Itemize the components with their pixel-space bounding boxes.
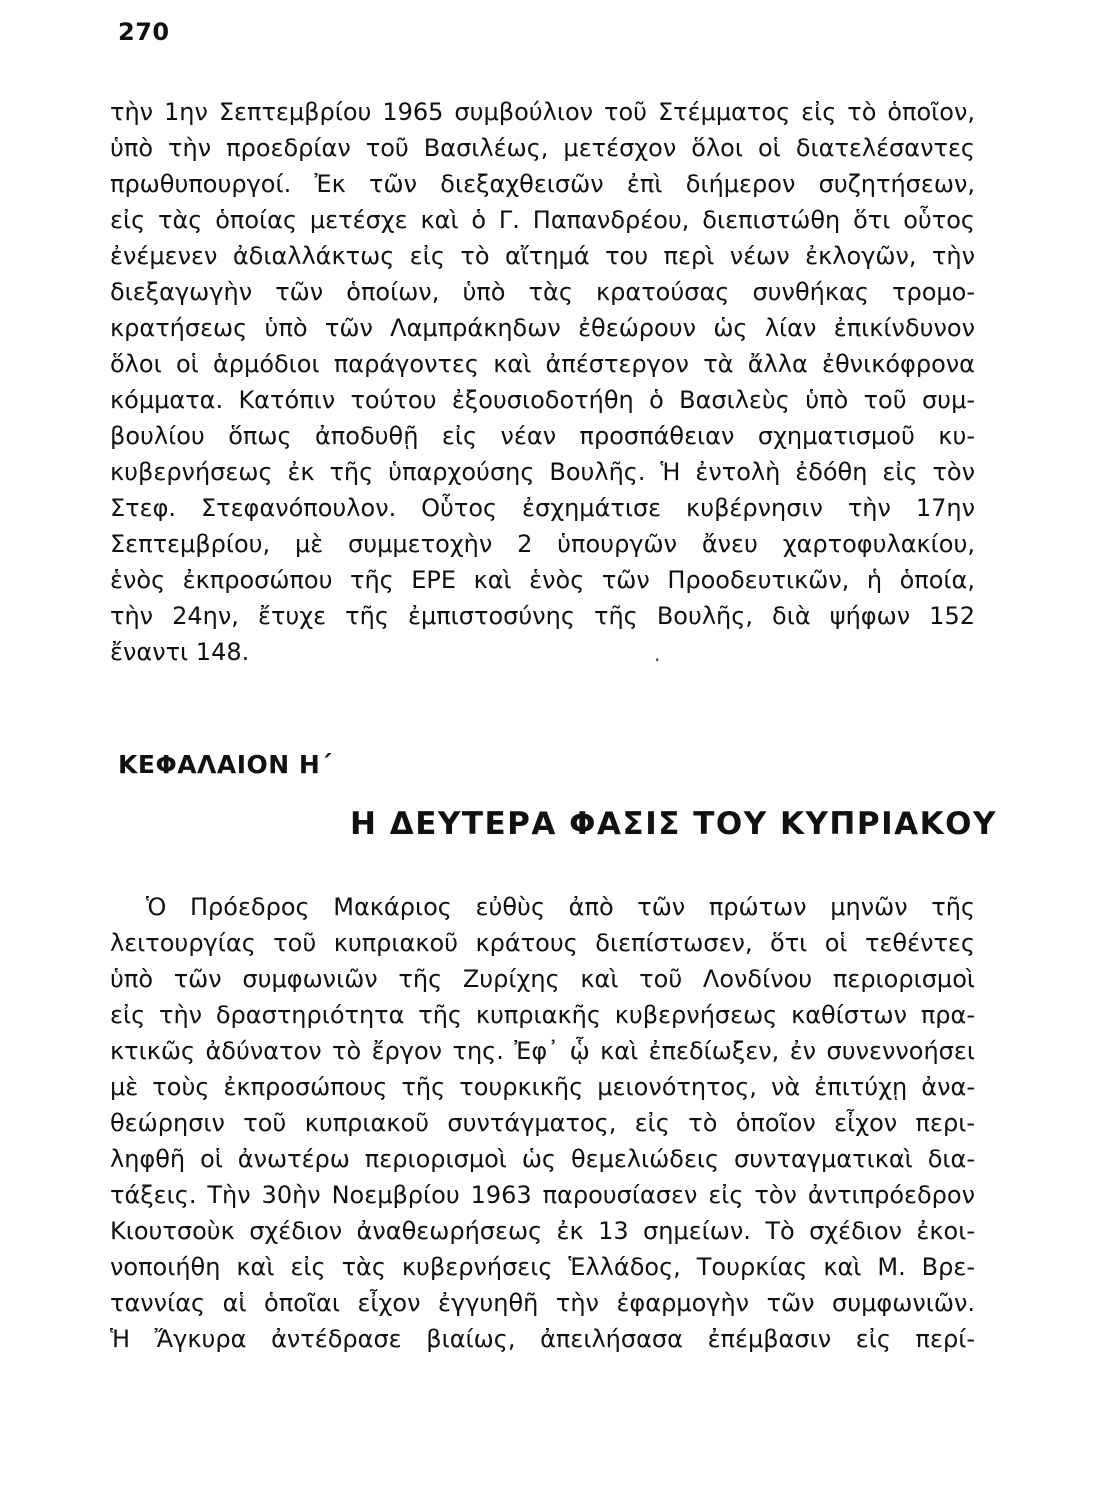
text-line: Σεπτεμβρίου, μὲ συμμετοχὴν 2 ὑπουργῶν ἄνευ χαρτοφυλακίου, xyxy=(110,530,975,558)
text-line: βουλίου ὅπως ἀποδυθῇ εἰς νέαν προσπάθειαν σχηματισμοῦ κυ- xyxy=(110,422,975,450)
text-line: Ἡ Ἄγκυρα ἀντέδρασε βιαίως, ἀπειλήσασα ἐπέμβασιν εἰς περί- xyxy=(110,1325,975,1353)
page-number: 270 xyxy=(118,18,170,46)
text-line: νοποιήθη καὶ εἰς τὰς κυβερνήσεις Ἑλλάδος, Τουρκίας καὶ Μ. Βρε- xyxy=(110,1253,975,1281)
text-line: ληφθῆ οἱ ἀνωτέρω περιορισμοὶ ὡς θεμελιώδεις συνταγματικαὶ δια- xyxy=(110,1145,975,1173)
text-line: πρωθυπουργοί. Ἐκ τῶν διεξαχθεισῶν ἐπὶ διήμερον συζητήσεων, xyxy=(110,170,975,198)
text-line: τάξεις. Τὴν 30ὴν Νοεμβρίου 1963 παρουσίασεν εἰς τὸν ἀντιπρόεδρον xyxy=(110,1181,975,1209)
paragraph-1 xyxy=(110,94,975,670)
text-line: ἑνὸς ἐκπροσώπου τῆς ΕΡΕ καὶ ἑνὸς τῶν Προοδευτικῶν, ἡ ὁποία, xyxy=(110,566,975,594)
text-line: κυβερνήσεως ἐκ τῆς ὑπαρχούσης Βουλῆς. Ἡ ἐντολὴ ἐδόθη εἰς τὸν xyxy=(110,458,975,486)
chapter-title: Η ΔΕΥΤΕΡΑ ΦΑΣΙΣ ΤΟΥ ΚΥΠΡΙΑΚΟΥ xyxy=(350,806,997,842)
text-line: κρατήσεως ὑπὸ τῶν Λαμπράκηδων ἐθεώρουν ὡς λίαν ἐπικίνδυνον xyxy=(110,314,975,342)
chapter-label: ΚΕΦΑΛΑΙΟΝ Η΄ xyxy=(118,750,332,779)
text-line: διεξαγωγὴν τῶν ὁποίων, ὑπὸ τὰς κρατούσας συνθήκας τρομο- xyxy=(110,278,975,306)
text-line: ὑπὸ τῶν συμφωνιῶν τῆς Ζυρίχης καὶ τοῦ Λονδίνου περιορισμοὶ xyxy=(110,965,975,993)
text-line: ὑπὸ τὴν προεδρίαν τοῦ Βασιλέως, μετέσχον ὅλοι οἱ διατελέσαντες xyxy=(110,134,975,162)
text-line: εἰς τὴν δραστηριότητα τῆς κυπριακῆς κυβερνήσεως καθίστων πρα- xyxy=(110,1001,975,1029)
text-line: θεώρησιν τοῦ κυπριακοῦ συντάγματος, εἰς τὸ ὁποῖον εἶχον περι- xyxy=(110,1109,975,1137)
text-line: εἰς τὰς ὁποίας μετέσχε καὶ ὁ Γ. Παπανδρέου, διεπιστώθη ὅτι οὗτος xyxy=(110,206,975,234)
text-line: τὴν 1ην Σεπτεμβρίου 1965 συμβούλιον τοῦ Στέμματος εἰς τὸ ὁποῖον, xyxy=(110,98,975,126)
text-line: ὅλοι οἱ ἁρμόδιοι παράγοντες καὶ ἀπέστεργον τὰ ἄλλα ἐθνικόφρονα xyxy=(110,350,975,378)
stray-dot: · xyxy=(654,648,661,672)
text-line: Στεφ. Στεφανόπουλον. Οὗτος ἐσχημάτισε κυβέρνησιν τὴν 17ην xyxy=(110,494,975,522)
text-line: ταννίας αἱ ὁποῖαι εἶχον ἐγγυηθῆ τὴν ἐφαρμογὴν τῶν συμφωνιῶν. xyxy=(110,1289,975,1317)
text-line: ἔναντι 148. xyxy=(110,638,250,666)
text-line: Ὁ Πρόεδρος Μακάριος εὐθὺς ἀπὸ τῶν πρώτων μηνῶν τῆς xyxy=(146,893,975,921)
text-line: μὲ τοὺς ἐκπροσώπους τῆς τουρκικῆς μειονότητος, νὰ ἐπιτύχῃ ἀνα- xyxy=(110,1073,975,1101)
text-line: ἐνέμενεν ἀδιαλλάκτως εἰς τὸ αἴτημά του περὶ νέων ἐκλογῶν, τὴν xyxy=(110,242,975,270)
text-line: Κιουτσοὺκ σχέδιον ἀναθεωρήσεως ἐκ 13 σημείων. Τὸ σχέδιον ἐκοι- xyxy=(110,1217,975,1245)
text-line: λειτουργίας τοῦ κυπριακοῦ κράτους διεπίστωσεν, ὅτι οἱ τεθέντες xyxy=(110,929,975,957)
text-line: κόμματα. Κατόπιν τούτου ἐξουσιοδοτήθη ὁ Βασιλεὺς ὑπὸ τοῦ συμ- xyxy=(110,386,975,414)
paragraph-2 xyxy=(110,889,975,1357)
text-line: κτικῶς ἀδύνατον τὸ ἔργον της. Ἐφ᾽ ᾧ καὶ ἐπεδίωξεν, ἐν συνεννοήσει xyxy=(110,1037,975,1065)
text-line: τὴν 24ην, ἔτυχε τῆς ἐμπιστοσύνης τῆς Βουλῆς, διὰ ψήφων 152 xyxy=(110,602,975,630)
